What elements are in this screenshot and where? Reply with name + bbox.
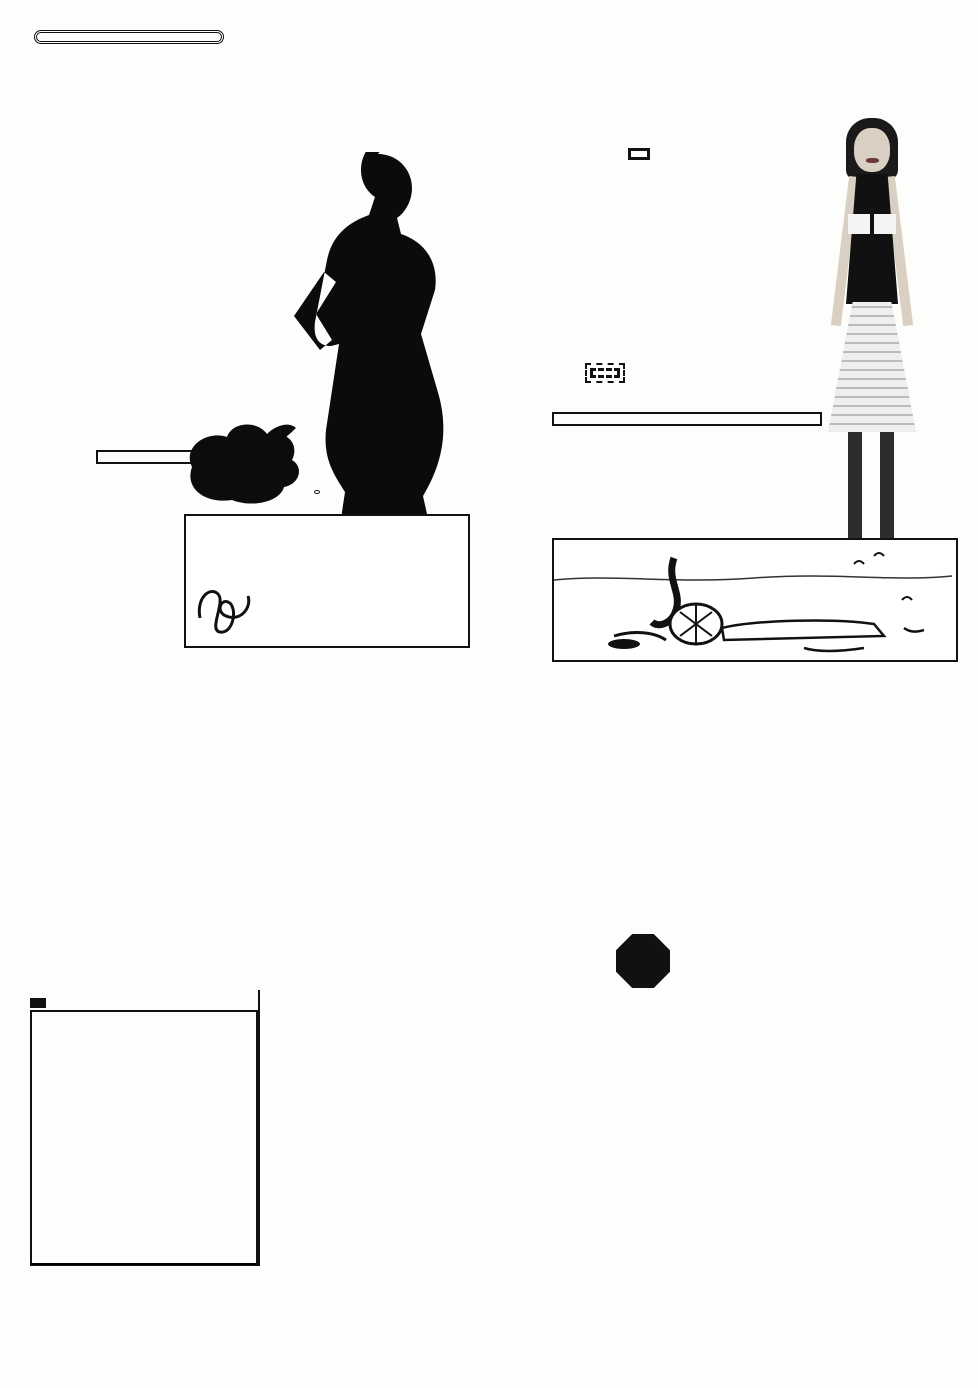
couplet-box xyxy=(628,148,650,160)
model-photo xyxy=(818,118,926,538)
model-smile xyxy=(866,158,879,163)
stat-number-grid xyxy=(258,1270,952,1360)
chuandian-title-box xyxy=(590,368,620,378)
secret-code-box xyxy=(184,514,470,648)
number-trend-chart xyxy=(258,990,954,1266)
model-face xyxy=(854,128,890,172)
table-corner-mark xyxy=(30,998,46,1008)
question-badge xyxy=(616,934,670,988)
blessing-box xyxy=(34,30,224,44)
period-table xyxy=(30,1010,259,1266)
stats-table-banner xyxy=(30,1263,256,1265)
zodiac-wheel xyxy=(670,720,958,1008)
lady-silhouette xyxy=(228,152,468,532)
duck-cartoon-box xyxy=(552,538,958,662)
model-number-badge-2 xyxy=(874,214,896,234)
model-leg-right xyxy=(880,432,894,538)
signature-squiggle xyxy=(190,578,260,640)
chuandian-text-box xyxy=(552,412,822,426)
model-leg-left xyxy=(848,432,862,538)
model-number-badge-1 xyxy=(848,214,870,234)
duck-cartoon xyxy=(554,540,952,656)
